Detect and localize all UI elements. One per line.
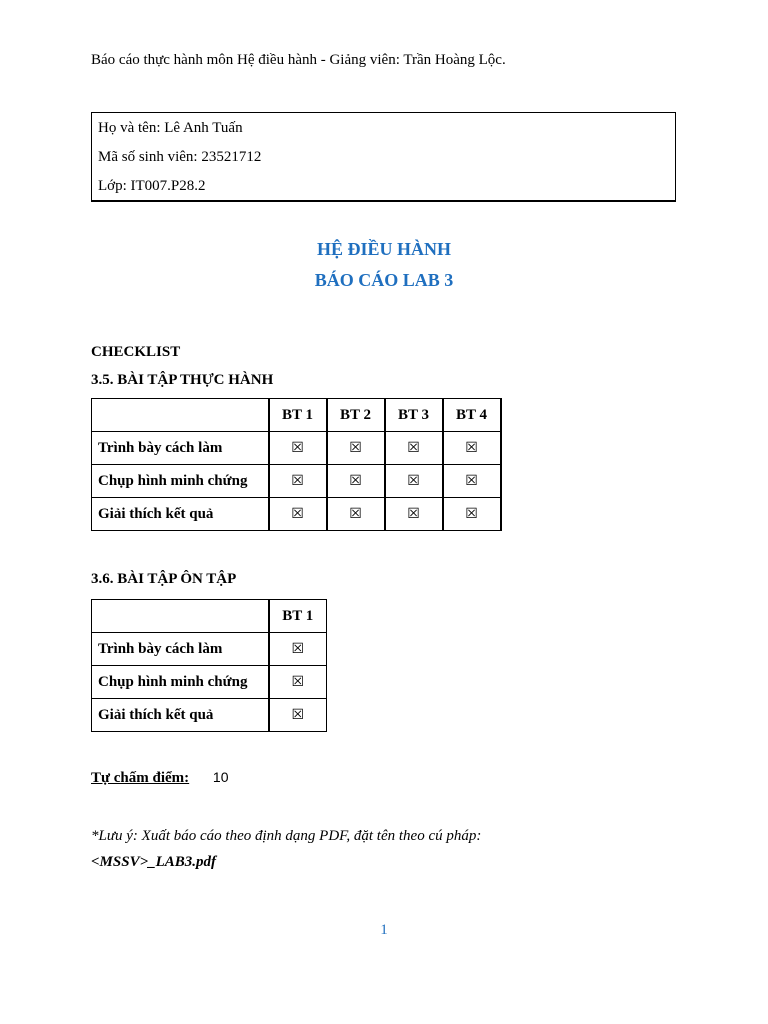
- document-header: Báo cáo thực hành môn Hệ điều hành - Giảng viên: Trần Hoàng Lộc.: [91, 52, 506, 68]
- table-row: [92, 699, 327, 732]
- checked-box-icon: ☒: [385, 498, 443, 531]
- checked-box-icon: ☒: [327, 432, 385, 465]
- review-section-heading: 3.6. BÀI TẬP ÔN TẬP: [91, 571, 237, 587]
- table-corner-cell: [92, 600, 269, 633]
- checked-box-icon: ☒: [269, 465, 327, 498]
- checked-box-icon: ☒: [269, 666, 327, 699]
- student-id: Mã số sinh viên: 23521712: [98, 149, 262, 165]
- checked-box-icon: ☒: [443, 465, 501, 498]
- checklist-heading: CHECKLIST: [91, 344, 181, 360]
- row-label: Chụp hình minh chứng: [92, 666, 269, 699]
- row-label: Trình bày cách làm: [92, 432, 269, 465]
- checked-box-icon: ☒: [327, 465, 385, 498]
- self-score-label: Tự chấm điểm:: [91, 770, 190, 786]
- checked-box-icon: ☒: [269, 498, 327, 531]
- table-corner-cell: [92, 399, 269, 432]
- submission-note: *Lưu ý: Xuất báo cáo theo định dạng PDF, đặt tên theo cú pháp:: [91, 828, 482, 844]
- student-info-box: [91, 112, 676, 202]
- table-row: [92, 666, 327, 699]
- self-score-value: 10: [212, 769, 229, 785]
- checked-box-icon: ☒: [269, 432, 327, 465]
- checked-box-icon: ☒: [269, 699, 327, 732]
- checked-box-icon: ☒: [269, 633, 327, 666]
- report-title: BÁO CÁO LAB 3: [314, 270, 454, 290]
- table-row: [92, 432, 501, 465]
- table-row: [92, 465, 501, 498]
- practice-section-heading: 3.5. BÀI TẬP THỰC HÀNH: [91, 372, 274, 388]
- column-header-bt4: BT 4: [443, 399, 501, 432]
- checked-box-icon: ☒: [385, 465, 443, 498]
- student-class: Lớp: IT007.P28.2: [98, 178, 206, 194]
- table-row: [92, 633, 327, 666]
- self-score: [91, 767, 229, 788]
- table-header-row: [92, 600, 327, 633]
- table-row: [92, 498, 501, 531]
- course-title: HỆ ĐIỀU HÀNH: [316, 239, 451, 259]
- column-header-bt2: BT 2: [327, 399, 385, 432]
- row-label: Giải thích kết quả: [92, 498, 269, 531]
- checked-box-icon: ☒: [327, 498, 385, 531]
- column-header-bt1: BT 1: [269, 399, 327, 432]
- submission-filename-format: <MSSV>_LAB3.pdf: [91, 854, 217, 870]
- checked-box-icon: ☒: [385, 432, 443, 465]
- review-checklist-table: [91, 599, 327, 732]
- row-label: Chụp hình minh chứng: [92, 465, 269, 498]
- checked-box-icon: ☒: [443, 432, 501, 465]
- table-header-row: [92, 399, 501, 432]
- checked-box-icon: ☒: [443, 498, 501, 531]
- column-header-bt1: BT 1: [269, 600, 327, 633]
- row-label: Giải thích kết quả: [92, 699, 269, 732]
- page-number: 1: [380, 922, 388, 938]
- row-label: Trình bày cách làm: [92, 633, 269, 666]
- student-name: Họ và tên: Lê Anh Tuấn: [98, 120, 243, 136]
- column-header-bt3: BT 3: [385, 399, 443, 432]
- practice-checklist-table: [91, 398, 502, 531]
